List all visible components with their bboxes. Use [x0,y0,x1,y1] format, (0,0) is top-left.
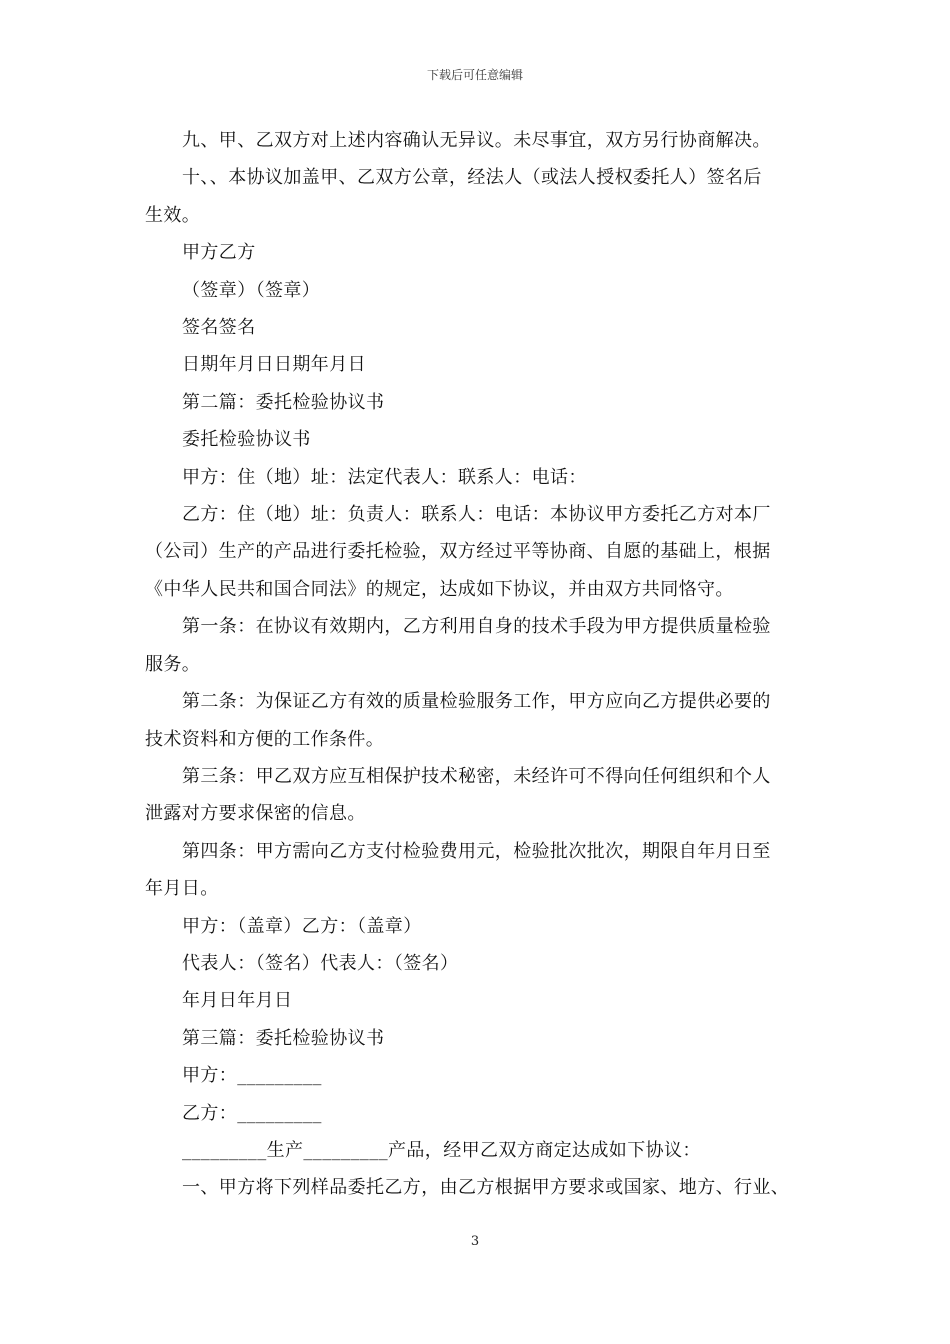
clause-2: 第二条：为保证乙方有效的质量检验服务工作，甲方应向乙方提供必要的 [182,691,771,713]
text-line: _________生产_________产品，经甲乙双方商定达成如下协议： [182,1139,701,1161]
party-b-line: 乙方：_________ [182,1102,322,1124]
party-a-line: 甲方：_________ [182,1065,322,1087]
text-line: 一、甲方将下列样品委托乙方，由乙方根据甲方要求或国家、地方、行业、 [182,1177,790,1199]
text-line: 泄露对方要求保密的信息。 [145,803,366,825]
text-line: 日期年月日日期年月日 [182,354,366,376]
text-line: 《中华人民共和国合同法》的规定，达成如下协议，并由双方共同恪守。 [145,578,734,600]
text-line: 甲方：住（地）址：法定代表人：联系人：电话： [182,466,587,488]
document-title: 委托检验协议书 [182,429,311,451]
clause-4: 第四条：甲方需向乙方支付检验费用元，检验批次批次，期限自年月日至 [182,840,771,862]
section-heading: 第三篇：委托检验协议书 [182,1027,385,1049]
page-number: 3 [470,1234,480,1249]
text-line: 生效。 [145,204,201,226]
text-line: 甲方乙方 [182,242,256,264]
text-line: 服务。 [145,653,201,675]
text-line: 年月日年月日 [182,990,293,1012]
text-line: 代表人：（签名）代表人：（签名） [182,952,459,974]
clause-3: 第三条：甲乙双方应互相保护技术秘密，未经许可不得向任何组织和个人 [182,765,771,787]
text-line: 十、、本协议加盖甲、乙双方公章，经法人（或法人授权委托人）签名后 [182,167,762,189]
document-body [145,122,810,1207]
text-line: 技术资料和方便的工作条件。 [145,728,385,750]
text-line: （公司）生产的产品进行委托检验，双方经过平等协商、自愿的基础上，根据 [145,541,771,563]
text-line: 签名签名 [182,317,256,339]
text-line: 甲方：（盖章）乙方：（盖章） [182,915,422,937]
text-line: 乙方：住（地）址：负责人：联系人：电话：本协议甲方委托乙方对本厂 [182,504,771,526]
text-line: （签章）（签章） [182,279,321,301]
text-line: 年月日。 [145,878,219,900]
clause-1: 第一条：在协议有效期内，乙方利用自身的技术手段为甲方提供质量检验 [182,616,771,638]
text-line: 九、甲、乙双方对上述内容确认无异议。未尽事宜，双方另行协商解决。 [182,130,771,151]
page-header: 下载后可任意编辑 [426,68,523,82]
section-heading: 第二篇：委托检验协议书 [182,391,385,413]
